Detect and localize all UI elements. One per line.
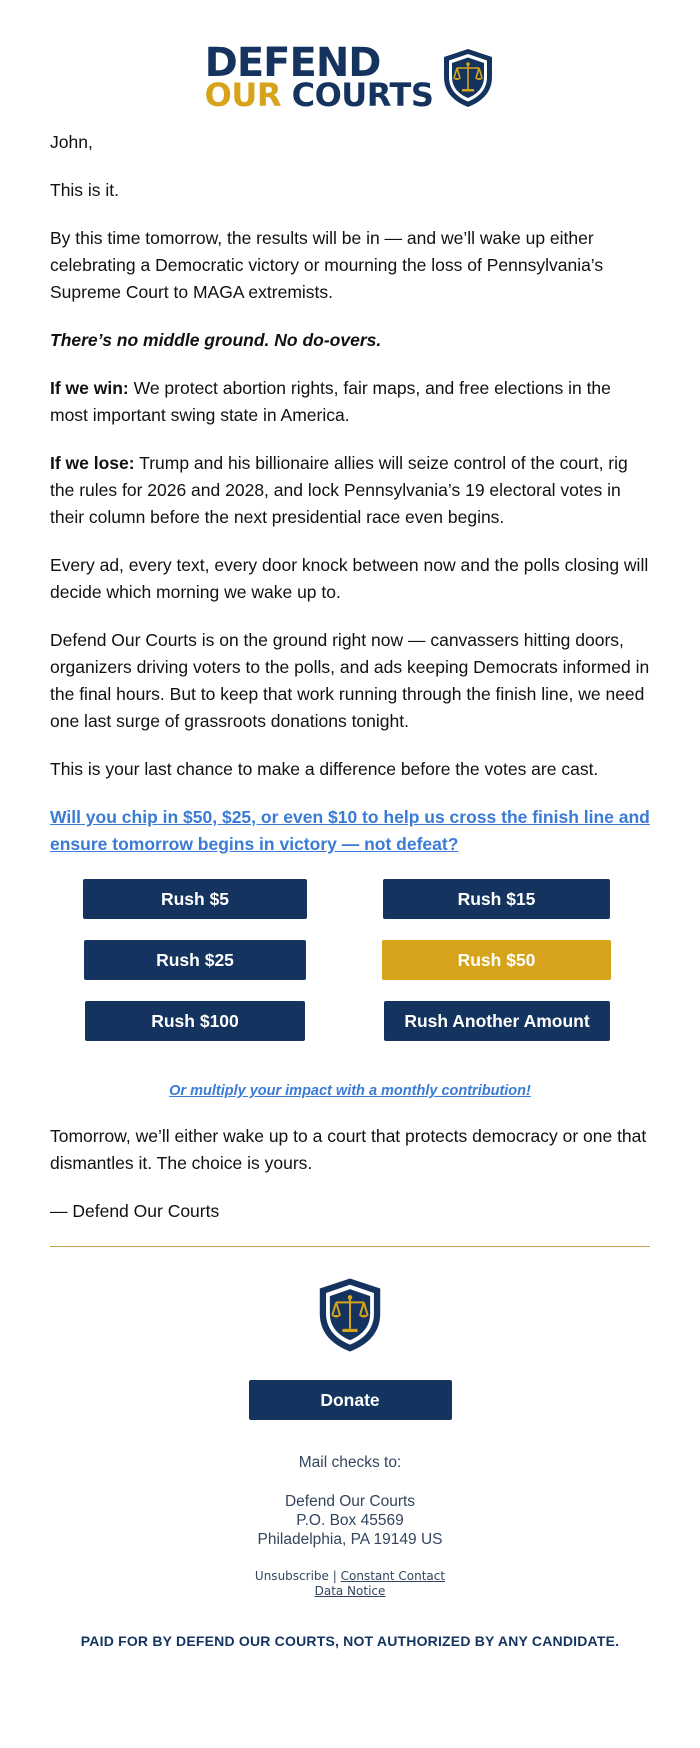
logo-word-our: OUR	[204, 76, 281, 115]
rush-5-button[interactable]: Rush $5	[83, 879, 307, 919]
mail-checks-label: Mail checks to:	[298, 1454, 402, 1471]
paragraph: Tomorrow, we’ll either wake up to a court that protects democracy or one that dismantles it. The choice is yours.	[50, 1126, 647, 1173]
donate-cta-link[interactable]: Will you chip in $50, $25, or even $10 to help us cross the finish line and ensure tomorrow begins in victory — not defeat?	[50, 807, 650, 854]
footer	[0, 1247, 700, 1649]
scales-shield-icon	[316, 1275, 384, 1355]
logo-word-courts: COURTS	[291, 76, 434, 115]
paragraph: Every ad, every text, every door knock between now and the polls closing will decide which morning we wake up to.	[50, 555, 649, 602]
address-line: Philadelphia, PA 19149 US	[257, 1531, 443, 1548]
rush-15-button[interactable]: Rush $15	[383, 879, 610, 919]
donation-buttons	[0, 879, 700, 1079]
paragraph: By this time tomorrow, the results will be in — and we’ll wake up either celebrating a Democratic victory or mourning the loss of Pennsylvania’s Supreme Court to MAGA extremists.	[50, 228, 604, 302]
paragraph: If we win: We protect abortion rights, fair maps, and free elections in the most important swing state in America.	[50, 378, 611, 425]
legal-links	[0, 1569, 700, 1599]
constant-contact-link[interactable]: Constant Contact	[340, 1569, 446, 1583]
lead-in-bold: If we lose:	[50, 453, 135, 473]
monthly-contribution	[0, 1083, 700, 1099]
rush-25-button[interactable]: Rush $25	[84, 940, 306, 980]
header	[0, 0, 700, 115]
rush-100-button[interactable]: Rush $100	[85, 1001, 305, 1041]
data-notice-link[interactable]: Data Notice	[314, 1584, 386, 1598]
link-separator: |	[332, 1569, 337, 1583]
closing-section	[0, 1099, 700, 1225]
message-content	[0, 115, 700, 858]
lead-in-bold: If we win:	[50, 378, 129, 398]
monthly-contribution-link[interactable]: Or multiply your impact with a monthly contribution!	[169, 1083, 531, 1099]
scales-shield-icon	[441, 47, 495, 109]
address-line: P.O. Box 45569	[296, 1512, 404, 1529]
donate-button[interactable]: Donate	[249, 1380, 452, 1420]
mailing-address	[0, 1492, 700, 1549]
paragraph: If we lose: Trump and his billionaire allies will seize control of the court, rig the rules for 2026 and 2028, and lock Pennsylvania’s 19 electoral votes in their column before the next presidential race even begins.	[50, 453, 628, 527]
defend-our-courts-logo	[204, 39, 496, 115]
greeting: John,	[50, 132, 93, 152]
paragraph: Defend Our Courts is on the ground right now — canvassers hitting doors, organizers driving voters to the polls, and ads keeping Democrats informed in the final hours. But to keep that work running through the finish line, we need one last surge of grassroots donations tonight.	[50, 630, 650, 731]
rush-another-amount-button[interactable]: Rush Another Amount	[384, 1001, 610, 1041]
logo-word-defend: DEFEND	[204, 39, 381, 86]
signature: — Defend Our Courts	[50, 1201, 220, 1221]
rush-50-button[interactable]: Rush $50	[382, 940, 611, 980]
emphasis-paragraph: There’s no middle ground. No do-overs.	[50, 330, 382, 350]
unsubscribe-link[interactable]: Unsubscribe	[254, 1569, 329, 1583]
paragraph: This is your last chance to make a difference before the votes are cast.	[50, 759, 599, 779]
address-line: Defend Our Courts	[284, 1493, 416, 1510]
paid-for-disclaimer: PAID FOR BY DEFEND OUR COURTS, NOT AUTHORIZED BY ANY CANDIDATE.	[80, 1633, 620, 1649]
paragraph: This is it.	[50, 180, 120, 200]
